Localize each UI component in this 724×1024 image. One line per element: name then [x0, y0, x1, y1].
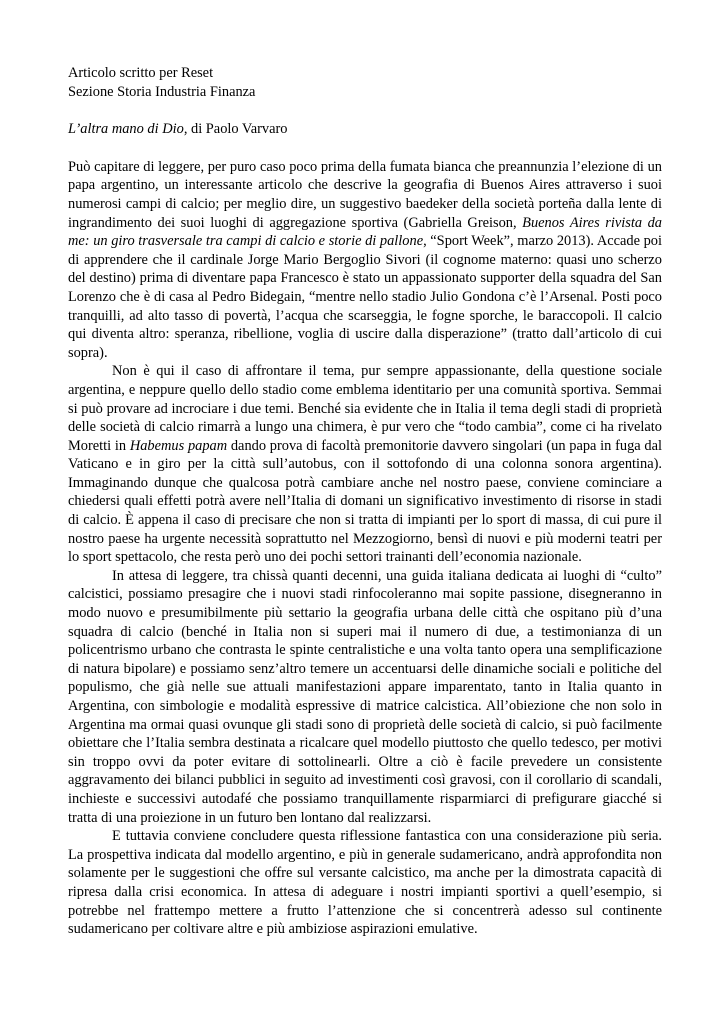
paragraph-4: E tuttavia conviene concludere questa riflessione fantastica con una considerazione più seria. La prospettiva indicata dal modello argentino, e più in generale sudamericano, andrà approfondita non solamente per le suggestioni che offre sul versante calcistico, ma anche per la dimostrata capacità di ripresa dalla crisi economica. In attesa di adeguare i nostri impianti sportivi a quell’esempio, si potrebbe nel frattempo mettere a frutto l’attenzione che si concentrerà adesso sul continente sudamericano per coltivare altre e più ambiziose aspirazioni emulative.: [68, 828, 662, 938]
article-body: [68, 158, 662, 939]
paragraph-2-film-title: Habemus papam: [129, 437, 228, 454]
paragraph-1-text-b: , “Sport Week”, marzo 2013). Accade poi di apprendere che il cardinale Jorge Mario Bergoglio Sivori (il cognome materno: quasi uno scherzo del destino) prima di diventare papa Francesco è stato un appassionato supporter della squadra del San Lorenzo che è di casa al Pedro Bidegain, “mentre nello stadio Julio Gondona c’è l’Arsenal. Posti poco tranquilli, ad alto tasso di povertà, l’acqua che scarseggia, le fogne sporche, le baraccopoli. Il calcio qui diventa altro: speranza, ribellione, voglia di uscire dalla disperazione” (tratto dall’articolo di cui sopra).: [68, 233, 662, 361]
article-title-work: L’altra mano di Dio: [68, 121, 184, 138]
article-title: [68, 120, 662, 139]
paragraph-1: [68, 158, 662, 363]
header-line-publication: Articolo scritto per Reset: [68, 65, 214, 81]
paragraph-2-text-a: Non è qui il caso di affrontare il tema, pur sempre appassionante, della questione sociale argentina, e neppure quello dello stadio come emblema identitario per una comunità sportiva. Semmai si può provare ad incrociare i due temi. Benché sia evidente che in Italia il tema degli stadi di proprietà delle società di calcio rimarrà a lungo una chimera, è pur vero che “todo cambia”, come ci ha rivelato Moretti in: [68, 363, 662, 454]
paragraph-3: In attesa di leggere, tra chissà quanti decenni, una guida italiana dedicata ai luoghi di “culto” calcistici, possiamo presagire che i nuovi stadi rinfocoleranno mai sopite passione, disegneranno in modo nuovo e presumibilmente più settario la geografia urbana delle città che ospitano più d’una squadra di calcio (benché in Italia non si superi mai il numero di due, a testimonianza di un policentrismo urbano che contrasta le spinte centralistiche e una volta tanto opera una semplificazione di natura bipolare) e possiamo senz’altro temere un accentuarsi delle dinamiche sociali e politiche del populismo, che già nelle sue attuali manifestazioni appare imparentato, tanto in Italia quanto in Argentina, con simbologie e modalità espressive di matrice calcistica. All’obiezione che non solo in Argentina ma ormai quasi ovunque gli stadi sono di proprietà delle società di calcio, si può facilmente obiettare che l’Italia sembra destinata a ricalcare quel modello piuttosto che quello tedesco, per motivi sin troppo ovvi da poter evitare di sottolinearli. Oltre a ciò è facile prevedere un consistente aggravamento dei bilanci pubblici in seguito ad investimenti così gravosi, con il corollario di scandali, inchieste e successivi autodafé che possiamo tranquillamente risparmiarci di prefigurare giacché si tratta di una proiezione in un futuro ben lontano dal realizzarsi.: [68, 567, 662, 826]
header-line-section: Sezione Storia Industria Finanza: [68, 83, 256, 100]
document-header: [68, 64, 662, 101]
paragraph-2: [68, 362, 662, 567]
article-title-byline: , di Paolo Varvaro: [183, 121, 288, 138]
paragraph-1-text-a: Può capitare di leggere, per puro caso poco prima della fumata bianca che preannunzia l’elezione di un papa argentino, un interessante articolo che descrive la geografia di Buenos Aires attraverso i suoi numerosi campi di calcio; per meglio dire, un suggestivo baedeker della società porteña dalla lente di ingrandimento dei suoi luoghi di aggregazione sportiva (Gabriella Greison,: [68, 158, 662, 231]
document-content: [68, 64, 662, 939]
paragraph-2-text-b: dando prova di facoltà premonitorie davvero singolari (un papa in fuga dal Vaticano e in giro per la città sull’autobus, con il sottofondo di una colonna sonora argentina). Immaginando dunque che qualcosa potrà cambiare anche nel nostro paese, conviene cominciare a chiedersi quali effetti potrà avere nell’Italia di domani un significativo investimento di risorse in stadi di calcio. È appena il caso di precisare che non si tratta di impianti per lo sport di massa, di cui pure il nostro paese ha urgente necessità soprattutto nel Mezzogiorno, bensì di nuovi e più moderni teatri per lo sport spettacolo, che resta però uno dei pochi settori trainanti dell’economia nazionale.: [68, 437, 662, 566]
paragraph-1-cited-title: Buenos Aires rivista da me: un giro trasversale tra campi di calcio e storie di pallone: [68, 214, 662, 250]
